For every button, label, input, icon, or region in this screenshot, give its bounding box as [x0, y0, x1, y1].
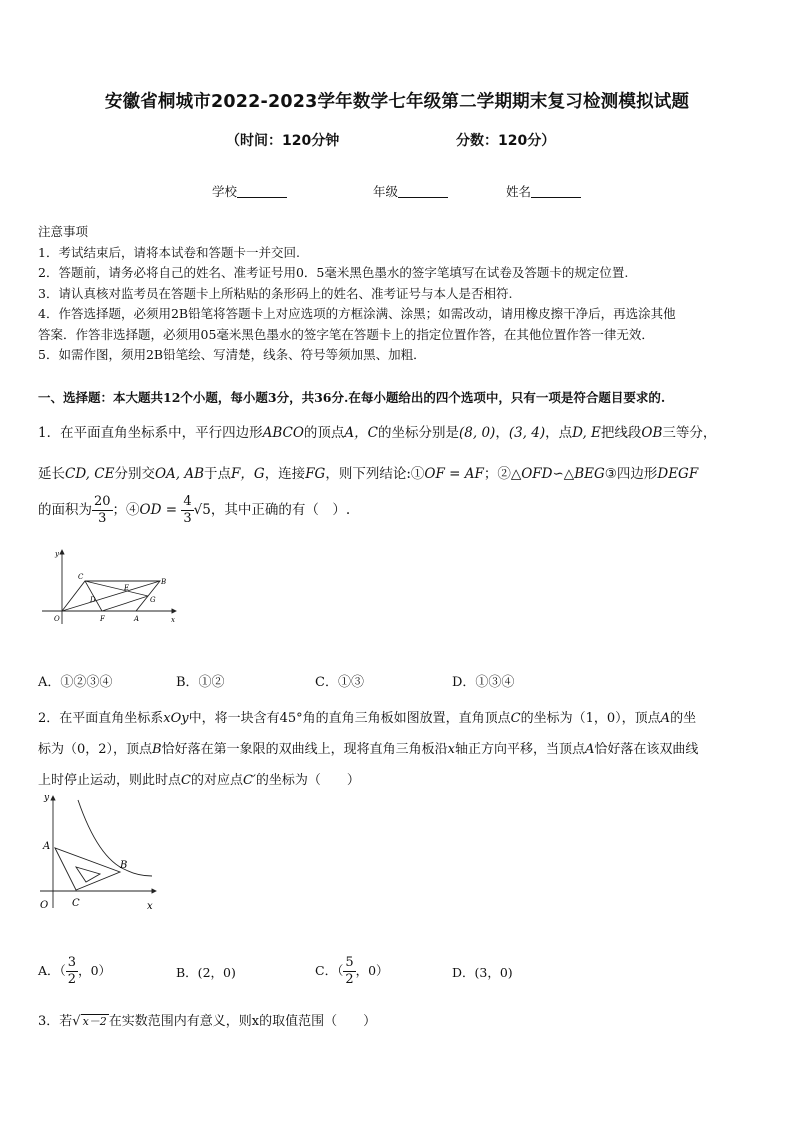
denominator: 2: [345, 972, 354, 987]
line-cg: [85, 581, 148, 596]
q1-text: 1．在平面直角坐标系中，平行四边形: [38, 425, 263, 441]
q2-math: B: [152, 742, 162, 757]
q3-text: 在实数范围内有意义，则x的取值范围（ ）: [108, 1014, 377, 1029]
q2-text: 2．在平面直角坐标系: [38, 711, 164, 726]
option-text: C．（: [315, 963, 344, 978]
notice-item: 3．请认真核对监考员在答题卡上所粘贴的条形码上的姓名、准考证号与本人是否相符.: [38, 285, 513, 301]
q1-text: ；④: [112, 502, 140, 518]
q1-math: CD, CE: [65, 466, 115, 482]
q2-figure: [34, 790, 174, 915]
q2-text: 的坐标为（1，0），顶点: [520, 711, 661, 726]
line-fg: [102, 596, 148, 611]
label-c: C: [78, 573, 84, 581]
q1-math: △OFD∽△BEG: [510, 466, 605, 482]
notice-item: 答案．作答非选择题，必须用05毫米黑色墨水的签字笔在答题卡上的指定位置作答，在其他位置作答一律无效．: [38, 326, 654, 342]
q1-text: 的顶点: [303, 425, 345, 441]
page-title: 安徽省桐城市2022-2023学年数学七年级第二学期期末复习检测模拟试题: [104, 92, 690, 112]
q1-math: OB: [641, 425, 663, 441]
notice-block: [38, 222, 758, 366]
q1-line3: [38, 494, 350, 527]
option-text: A．（: [38, 963, 66, 978]
hyperbola-curve: [78, 800, 152, 876]
q2-option-a[interactable]: [38, 955, 111, 988]
q1-text: ，: [495, 425, 509, 441]
q2-text: 上时停止运动，则此时点: [38, 773, 182, 788]
q1-math: OF = AF: [424, 466, 484, 482]
label-y: y: [44, 793, 50, 803]
exam-score: 分数：120分）: [456, 133, 556, 149]
numerator: 20: [94, 494, 111, 509]
q2-option-c[interactable]: [315, 955, 389, 988]
name-blank: [531, 185, 581, 198]
q1-math: OD: [139, 502, 162, 518]
q1-math: (8, 0): [459, 425, 496, 441]
grade-field: [373, 182, 448, 200]
triangle-outer: [55, 848, 120, 890]
q1-text: 延长: [38, 466, 65, 482]
q1-text: 的面积为: [38, 502, 92, 518]
q1-line1: [38, 421, 716, 441]
q1-text: 分别交: [114, 466, 155, 482]
q1-option-b[interactable]: B．①②: [176, 675, 225, 690]
q2-math: C′: [242, 773, 256, 788]
denominator: 3: [98, 511, 107, 526]
q1-math: D, E: [572, 425, 601, 441]
label-e: E: [124, 584, 130, 592]
label-o: O: [54, 615, 60, 623]
q2-text: 的坐: [670, 711, 697, 726]
numerator: 4: [183, 494, 192, 509]
grade-label: 年级: [373, 184, 399, 199]
q1-text: 把线段: [600, 425, 642, 441]
q2-option-b[interactable]: B．(2，0): [176, 965, 236, 980]
q3-text: 3．若: [38, 1014, 73, 1029]
q2-text: 中，将一块含有45°角的直角三角板如图放置，直角顶点: [188, 711, 511, 726]
option-text: ，0）: [355, 963, 389, 978]
q1-text: ③四边形: [604, 466, 658, 482]
label-a: A: [134, 615, 140, 623]
q1-math: DEGF: [657, 466, 699, 482]
q2-text: 标为（0，2），顶点: [38, 742, 153, 757]
q1-math: (3, 4): [508, 425, 546, 441]
q2-line2: [38, 738, 698, 757]
q1-math: ABCO: [262, 425, 304, 441]
numerator: 5: [345, 955, 354, 970]
q2-text: 的对应点: [190, 773, 243, 788]
label-b: B: [120, 860, 128, 871]
q2-math: xOy: [163, 711, 189, 726]
q2-line3: [38, 769, 360, 788]
label-b: B: [161, 578, 167, 586]
q1-figure: [38, 544, 188, 628]
grade-blank: [398, 185, 448, 198]
q1-option-a[interactable]: A．①②③④: [38, 675, 113, 690]
q1-option-d[interactable]: D．①③④: [452, 675, 515, 690]
q2-text: 的坐标为（ ）: [255, 773, 360, 788]
fraction: [343, 955, 355, 988]
q2-option-d[interactable]: D．(3，0): [452, 965, 513, 980]
q1-text: =: [161, 502, 182, 518]
label-o: O: [40, 900, 49, 911]
notice-title: 注意事项: [38, 224, 89, 239]
exam-time: （时间：120分钟: [226, 133, 340, 149]
sqrt-sign: √: [72, 1014, 81, 1029]
q1-text: 于点: [204, 466, 232, 482]
label-g: G: [150, 596, 156, 604]
fraction: [92, 494, 113, 527]
label-y: y: [55, 550, 59, 558]
q1-math: OA, AB: [154, 466, 205, 482]
fraction: [66, 955, 78, 988]
q3-radicand: x－2: [82, 1015, 107, 1028]
denominator: 2: [67, 972, 77, 987]
q2-math: x: [447, 742, 455, 757]
numerator: 3: [67, 955, 77, 970]
notice-item: 5．如需作图，须用2B铅笔绘、写清楚，线条、符号等须加黑、加粗．: [38, 347, 426, 362]
label-a: A: [43, 841, 51, 852]
q1-text: ，连接: [264, 466, 306, 482]
q1-option-c[interactable]: C．①③: [315, 675, 364, 690]
q1-text: ，则下列结论:①: [325, 466, 425, 482]
label-x: x: [147, 901, 153, 912]
school-label: 学校: [212, 184, 238, 199]
q1-math: F，G: [231, 466, 265, 482]
option-text: ，0）: [78, 963, 112, 978]
q1-text: ，点: [545, 425, 573, 441]
q2-text: 恰好落在第一象限的双曲线上，现将直角三角板沿: [161, 742, 448, 757]
diagonal-ob: [62, 581, 160, 611]
label-d: D: [90, 596, 96, 604]
notice-item: 2．答题前，请务必将自己的姓名、准考证号用0．5毫米黑色墨水的签字笔填写在试卷及答题卡的规定位置.: [38, 265, 629, 280]
q2-text: 轴正方向平移，当顶点: [454, 742, 585, 757]
notice-item: 4．作答选择题，必须用2B铅笔将答题卡上对应选项的方框涂满、涂黑；如需改动，请用橡皮擦干净后，再选涂其他: [38, 306, 676, 321]
label-c: C: [72, 898, 80, 909]
section-heading: 一、选择题：本大题共12个小题，每小题3分，共36分.在每小题给出的四个选项中，只有一项是符合题目要求的.: [38, 390, 666, 405]
q1-math: FG: [305, 466, 326, 482]
denominator: 3: [183, 511, 192, 526]
notice-item: 1．考试结束后，请将本试卷和答题卡一并交回.: [38, 244, 300, 260]
q2-math: C: [510, 711, 521, 726]
q2-line1: [38, 707, 696, 726]
q1-math: A，C: [344, 425, 379, 441]
q1-text: ；②: [483, 466, 511, 482]
school-field: [212, 182, 287, 200]
label-f: F: [100, 615, 105, 623]
label-x: x: [171, 616, 175, 624]
school-blank: [237, 185, 287, 198]
q1-text: 的坐标分别是: [378, 425, 460, 441]
q2-math: C: [181, 773, 191, 788]
fraction: [181, 494, 193, 527]
q1-line2: [38, 462, 698, 482]
name-label: 姓名: [506, 184, 532, 199]
q2-text: 恰好落在该双曲线: [594, 742, 699, 757]
name-field: [506, 182, 581, 200]
triangle-inner: [76, 867, 100, 882]
q2-math: A: [584, 742, 595, 757]
sqrt-term: √5: [193, 502, 211, 518]
q1-text: ，其中正确的有（ ）.: [210, 502, 351, 518]
q2-math: A: [660, 711, 671, 726]
q1-text: 三等分，: [662, 425, 717, 441]
q3-line1: [38, 1010, 376, 1029]
